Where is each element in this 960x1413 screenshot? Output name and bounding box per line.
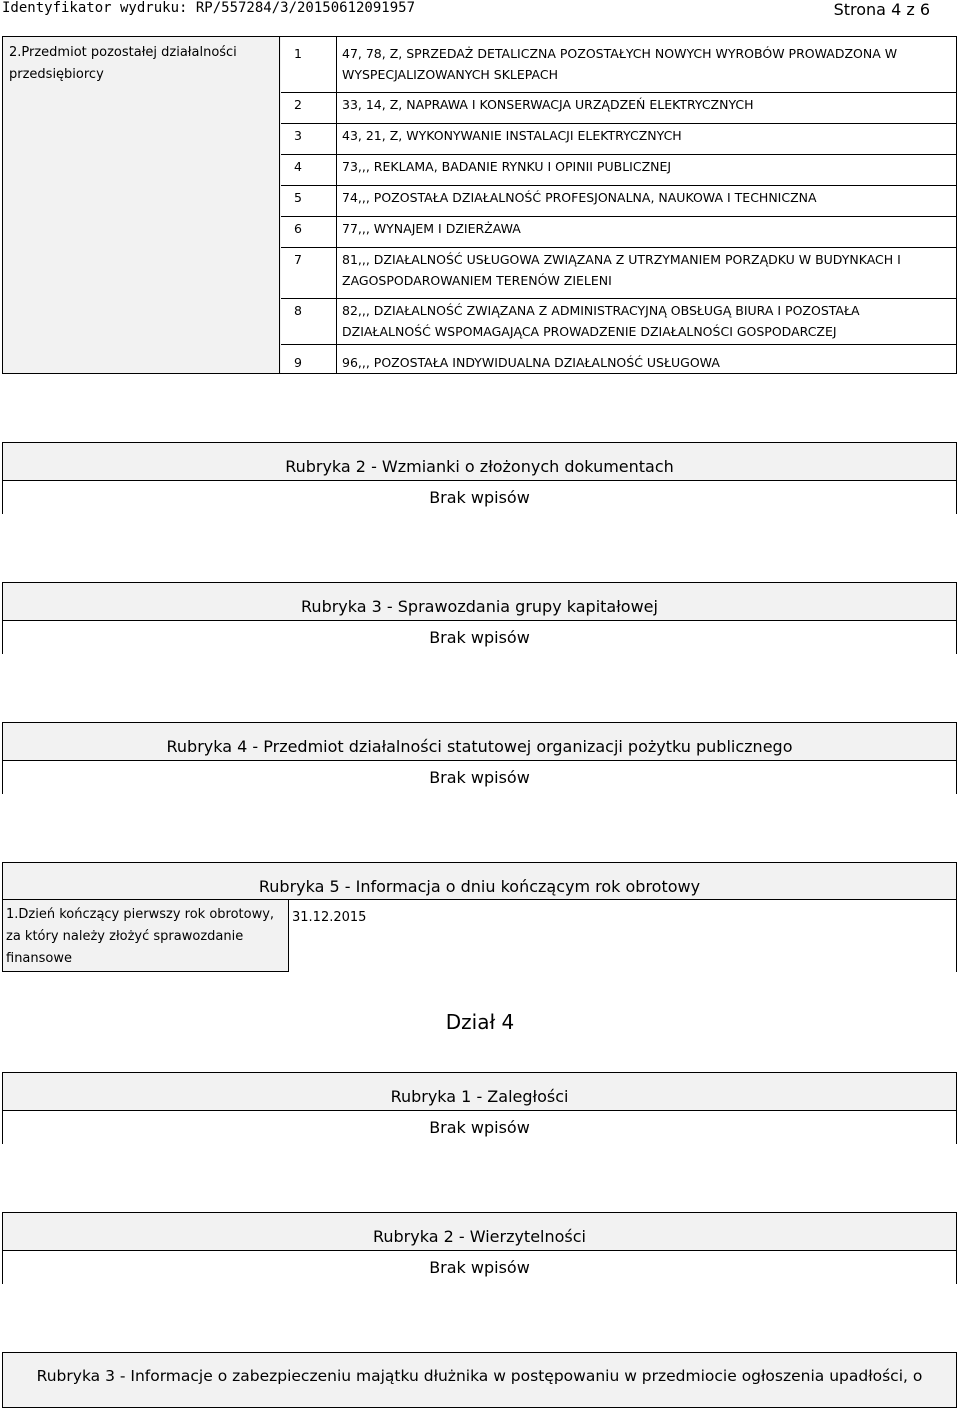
item-number: 7 xyxy=(294,252,302,267)
page-number: Strona 4 z 6 xyxy=(833,0,930,19)
item-number: 1 xyxy=(294,46,302,61)
print-identifier: Identyfikator wydruku: RP/557284/3/20150612091957 xyxy=(2,0,416,16)
item-text: 74,,, POZOSTAŁA DZIAŁALNOŚĆ PROFESJONALNA, NAUKOWA I TECHNICZNA xyxy=(342,190,817,205)
item-text: 82,,, DZIAŁALNOŚĆ ZWIĄZANA Z ADMINISTRACYJNĄ OBSŁUGĄ BIURA I POZOSTAŁA DZIAŁALNOŚĆ WSPOMAGAJĄCA PROWADZENIE DZIAŁALNOŚCI GOSPODARCZEJ xyxy=(342,303,860,339)
item-text: 33, 14, Z, NAPRAWA I KONSERWACJA URZĄDZEŃ ELEKTRYCZNYCH xyxy=(342,97,754,112)
rubryka-5-box xyxy=(2,862,957,972)
item-number: 3 xyxy=(294,128,302,143)
row-divider xyxy=(281,185,956,186)
fiscal-year-value: 31.12.2015 xyxy=(289,899,956,972)
section-title: Rubryka 2 - Wierzytelności xyxy=(372,1227,586,1246)
row-divider xyxy=(281,298,956,299)
item-text: 77,,, WYNAJEM I DZIERŻAWA xyxy=(342,221,521,236)
item-text: 43, 21, Z, WYKONYWANIE INSTALACJI ELEKTRYCZNYCH xyxy=(342,128,682,143)
section-title: Rubryka 2 - Wzmianki o złożonych dokumentach xyxy=(285,457,674,476)
item-number: 4 xyxy=(294,159,302,174)
empty-entries: Brak wpisów xyxy=(3,480,956,515)
activity-list xyxy=(294,37,956,373)
dzial4-rubryka-1-box xyxy=(2,1072,957,1144)
item-text: 96,,, POZOSTAŁA INDYWIDUALNA DZIAŁALNOŚĆ USŁUGOWA xyxy=(342,355,720,370)
item-number: 2 xyxy=(294,97,302,112)
empty-entries: Brak wpisów xyxy=(3,1110,956,1145)
section-title: Rubryka 5 - Informacja o dniu kończącym rok obrotowy xyxy=(258,877,701,896)
item-text: 81,,, DZIAŁALNOŚĆ USŁUGOWA ZWIĄZANA Z UTRZYMANIEM PORZĄDKU W BUDYNKACH I ZAGOSPODAROWANIEM TERENÓW ZIELENI xyxy=(342,252,901,288)
row-divider xyxy=(281,123,956,124)
row-divider xyxy=(281,247,956,248)
section-title: Rubryka 4 - Przedmiot działalności statutowej organizacji pożytku publicznego xyxy=(166,737,793,756)
rubryka-4-box xyxy=(2,722,957,794)
item-text: 73,,, REKLAMA, BADANIE RYNKU I OPINII PUBLICZNEJ xyxy=(342,159,672,174)
section-title: Rubryka 3 - Informacje o zabezpieczeniu majątku dłużnika w postępowaniu w przedmiocie ogłoszenia upadłości, o xyxy=(36,1367,923,1385)
row-divider xyxy=(281,92,956,93)
row-divider xyxy=(281,154,956,155)
item-number: 5 xyxy=(294,190,302,205)
row-divider xyxy=(281,216,956,217)
item-number: 8 xyxy=(294,303,302,318)
activity-label: 2.Przedmiot pozostałej działalności przedsiębiorcy xyxy=(3,37,280,373)
dzial4-rubryka-3-box xyxy=(2,1352,957,1408)
empty-entries: Brak wpisów xyxy=(3,1250,956,1285)
section-title: Rubryka 1 - Zaległości xyxy=(390,1087,569,1106)
item-number: 6 xyxy=(294,221,302,236)
item-text: 47, 78, Z, SPRZEDAŻ DETALICZNA POZOSTAŁYCH NOWYCH WYROBÓW PROWADZONA W WYSPECJALIZOWANYCH SKLEPACH xyxy=(342,46,898,82)
dzial4-rubryka-2-box xyxy=(2,1212,957,1284)
rubryka-3-box xyxy=(2,582,957,654)
activity-table xyxy=(2,36,957,374)
item-number: 9 xyxy=(294,355,302,370)
rubryka-2-box xyxy=(2,442,957,514)
page-header xyxy=(0,0,960,22)
section-title: Rubryka 3 - Sprawozdania grupy kapitałowej xyxy=(301,597,658,616)
fiscal-year-label: 1.Dzień kończący pierwszy rok obrotowy, za który należy złożyć sprawozdanie finansowe xyxy=(3,899,289,972)
empty-entries: Brak wpisów xyxy=(3,760,956,795)
empty-entries: Brak wpisów xyxy=(3,620,956,655)
section-heading: Dział 4 xyxy=(445,1010,515,1034)
row-divider xyxy=(281,344,956,345)
